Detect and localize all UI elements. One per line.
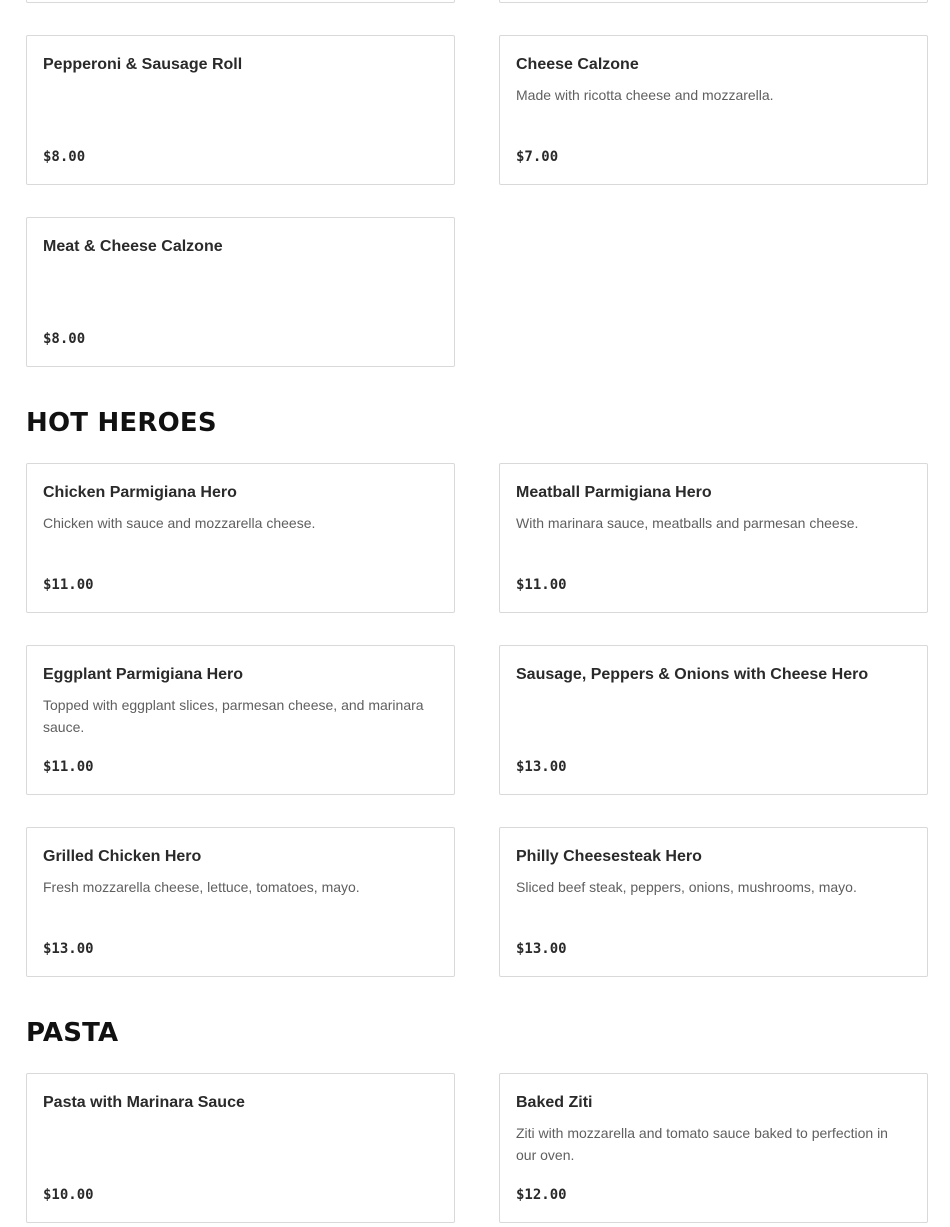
menu-item-price: $11.00 — [516, 577, 567, 593]
menu-item-price: $11.00 — [43, 577, 94, 593]
menu-item-card[interactable] — [499, 463, 928, 613]
menu-item-name: Grilled Chicken Hero — [43, 848, 202, 865]
menu-item-price: $12.00 — [516, 1187, 567, 1203]
menu-item-card[interactable] — [499, 645, 928, 795]
menu-item-name: Baked Ziti — [516, 1094, 593, 1111]
menu-item-description: Chicken with sauce and mozzarella cheese. — [43, 515, 316, 531]
menu-item-price: $11.00 — [43, 759, 94, 775]
menu-item-price: $8.00 — [43, 331, 86, 347]
menu-item-price: $8.00 — [43, 149, 86, 165]
menu-item-name: Meat & Cheese Calzone — [43, 238, 223, 255]
menu-item-name: Meatball Parmigiana Hero — [516, 484, 712, 501]
menu-item-card[interactable] — [26, 645, 455, 795]
menu-item-name: Cheese Calzone — [516, 56, 639, 73]
menu-item-description: Fresh mozzarella cheese, lettuce, tomatoes, mayo. — [43, 879, 360, 895]
menu-item-card[interactable] — [26, 217, 455, 367]
menu-item-name: Pasta with Marinara Sauce — [43, 1094, 245, 1111]
menu-item-name: Sausage, Peppers & Onions with Cheese Hero — [516, 666, 869, 683]
menu-item-card[interactable] — [26, 463, 455, 613]
menu-item-card[interactable] — [26, 1073, 455, 1223]
menu-item-card[interactable] — [499, 827, 928, 977]
menu-item-description: Topped with eggplant slices, parmesan cheese, and marinara sauce. — [43, 697, 424, 735]
menu-item-description: With marinara sauce, meatballs and parmesan cheese. — [516, 515, 859, 531]
section-title-hot-heroes: HOT HEROES — [26, 408, 217, 438]
menu-item-description: Sliced beef steak, peppers, onions, mushrooms, mayo. — [516, 879, 857, 895]
menu-item-card[interactable] — [499, 35, 928, 185]
menu-item-card[interactable] — [499, 0, 928, 3]
menu-item-card[interactable] — [499, 1073, 928, 1223]
menu-item-description: Ziti with mozzarella and tomato sauce baked to perfection in our oven. — [516, 1125, 888, 1163]
section-title-pasta: PASTA — [26, 1018, 119, 1048]
menu-item-name: Pepperoni & Sausage Roll — [43, 56, 243, 73]
menu-item-price: $13.00 — [516, 759, 567, 775]
menu-item-name: Chicken Parmigiana Hero — [43, 484, 237, 501]
menu-item-description: Made with ricotta cheese and mozzarella. — [516, 87, 774, 103]
menu-item-card[interactable] — [26, 35, 455, 185]
menu-item-price: $7.00 — [516, 149, 559, 165]
menu-item-name: Eggplant Parmigiana Hero — [43, 666, 244, 683]
menu-item-card[interactable] — [26, 827, 455, 977]
menu-item-card[interactable] — [26, 0, 455, 3]
menu-item-name: Philly Cheesesteak Hero — [516, 848, 702, 865]
menu-item-price: $10.00 — [43, 1187, 94, 1203]
menu-item-price: $13.00 — [43, 941, 94, 957]
menu-item-price: $13.00 — [516, 941, 567, 957]
